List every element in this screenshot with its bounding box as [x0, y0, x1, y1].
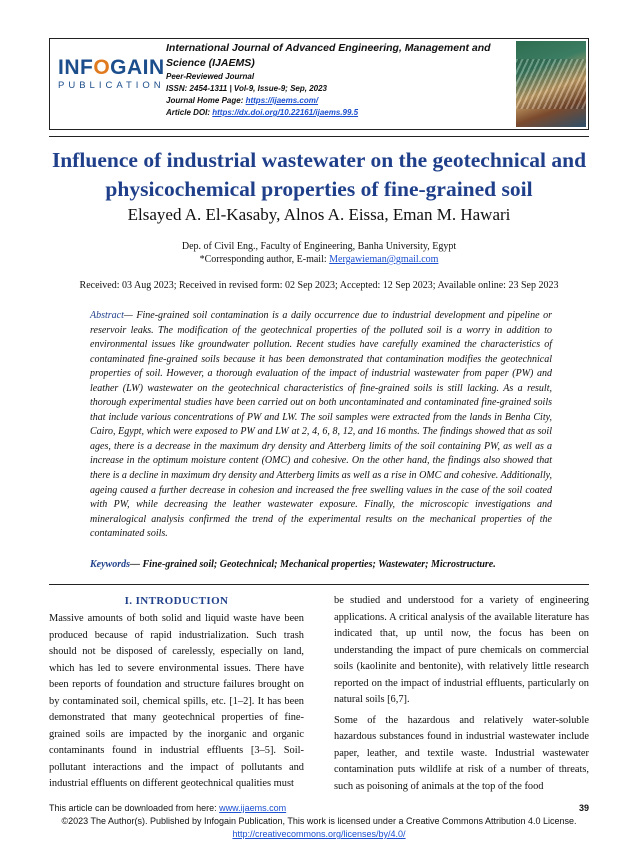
paper-title: Influence of industrial wastewater on the geotechnical and physicochemical properties of fine-grained soil — [51, 148, 587, 201]
footer-download-row: This article can be downloaded from here: www.ijaems.com 39 — [49, 803, 589, 813]
keywords — [90, 558, 552, 572]
abstract-divider — [49, 584, 589, 585]
journal-header — [49, 38, 589, 130]
doi-line: Article DOI: https://dx.doi.org/10.22161/ijaems.99.5 — [166, 108, 359, 117]
body-column-left — [49, 593, 304, 797]
header-divider — [49, 136, 589, 137]
gear-icon: O — [93, 56, 111, 79]
intro-paragraph: Massive amounts of both solid and liquid waste have been produced because of rapid industrialization. Such trash should not be disposed of carelessly, especially on land, which has led to severe environmental issues. There have been reports of foundation and structure failures brought on by contaminated soil, chemical spills, etc. [1–2]. It has been demonstrated that many geotechnical properties of fine-grained soils are impacted by the inorganic and organic contaminants found in industrial effluents [3–5]. Soil-pollutant interactions and the impact of pollutants and industrial effluents on different geotechnical qualities must — [49, 613, 304, 789]
license-link[interactable]: http://creativecommons.org/licenses/by/4.0/ — [232, 829, 406, 839]
affiliation-block — [40, 240, 598, 266]
journal-cover-image — [516, 41, 586, 127]
page-number: 39 — [578, 803, 589, 813]
abstract — [90, 309, 552, 542]
paper-authors: Elsayed A. El-Kasaby, Alnos A. Eissa, Eman M. Hawari — [127, 205, 511, 224]
abstract-label: Abstract — [90, 310, 124, 321]
corresponding-email-link[interactable]: Mergawieman@gmail.com — [329, 254, 439, 265]
logo-wordmark: INFOGAIN — [58, 56, 165, 79]
keywords-label: Keywords — [90, 559, 130, 570]
page-footer — [49, 802, 589, 841]
section-heading-introduction: I. INTRODUCTION — [124, 595, 229, 607]
home-page-line: Journal Home Page: https://ijaems.com/ — [166, 96, 319, 105]
intro-paragraph: be studied and understood for a variety of engineering applications. A critical analysis of the available literature has indicated that, up until now, the focus has been on understanding the impact of pure chemicals on commercial soils (kaolinite and bentonite), with relatively little research reported on the impact of industrial effluents, particularly on natural soils [6,7]. — [334, 595, 589, 705]
article-dates: Received: 03 Aug 2023; Received in revised form: 02 Sep 2023; Accepted: 12 Sep 2023; Available online: 23 Sep 2023 — [79, 280, 559, 291]
journal-title: International Journal of Advanced Engineering, Management and Science (IJAEMS) — [166, 42, 491, 69]
logo-subtitle: PUBLICATION — [58, 80, 165, 91]
keywords-text: — Fine-grained soil; Geotechnical; Mechanical properties; Wastewater; Microstructure. — [130, 559, 496, 570]
doi-link[interactable]: https://dx.doi.org/10.22161/ijaems.99.5 — [212, 108, 359, 117]
peer-reviewed-label: Peer-Reviewed Journal — [166, 72, 255, 81]
abstract-text: — Fine-grained soil contamination is a daily occurrence due to industrial development and pipeline or reservoir leaks. The modification of the geotechnical properties of the polluted soil is a worry in addition to environmental issues like groundwater pollution. Recent studies have carefully examined the characteristics of contaminated fine-grained soils because it has been demonstrated that contamination modifies the geotechnical properties of soil. However, a thorough evaluation of the impact of industrial wastewater from paper (PW) and leather (LW) wastewater on the geotechnical characteristics of fine-grained soils is still lacking. As a result, thorough experimental studies have been carried out on both uncontaminated and contaminated fine-grained soils that include various concentrations of PW and LW. The soil samples were extracted from the lands in Benha City, Cairo, Egypt, which were exposed to PW and LW at 2, 4, 6, 8, 12, and 16 months. The findings showed that as soil ages, there is a decrease in the maximum dry density and Atterberg limits of the soil containing PW, as well as a increase in the optimum moisture content (OMC) and cohesive. On the other hand, the findings also showed that there is a decline in maximum dry density and Atterberg limits as well as a rise in OMC and cohesive. Additionally, ageing caused a further decrease in cohesion and increased the free swelling values in the case of the soil coated with PW, while decreasing the leather wastewater exposure. Finally, the microscopic investigations and mineralogical analysis confirmed the trend of the experimental results on the mechanical properties of the contaminated soils. — [90, 310, 552, 540]
cover-artwork — [516, 59, 586, 109]
body-column-right — [334, 593, 589, 799]
license-text: ©2023 The Author(s). Published by Infogain Publication, This work is licensed under a Creative Commons Attribution 4.0 License. — [61, 816, 577, 826]
publisher-logo — [58, 57, 170, 117]
journal-info — [166, 41, 496, 119]
corresponding-author: *Corresponding author, E-mail: Mergawieman@gmail.com — [199, 254, 439, 265]
home-page-link[interactable]: https://ijaems.com/ — [245, 96, 319, 105]
affiliation: Dep. of Civil Eng., Faculty of Engineering, Banha University, Egypt — [181, 241, 457, 252]
download-link[interactable]: www.ijaems.com — [219, 803, 287, 813]
issn-line: ISSN: 2454-1311 | Vol-9, Issue-9; Sep, 2023 — [166, 84, 327, 93]
intro-paragraph: Some of the hazardous and relatively water-soluble hazardous substances found in industrial wastewater include paper, leather, and textile waste. Industrial wastewater contamination puts wildlife at risk of a number of threats, such as poisoning of animals at the top of the food — [334, 714, 589, 792]
